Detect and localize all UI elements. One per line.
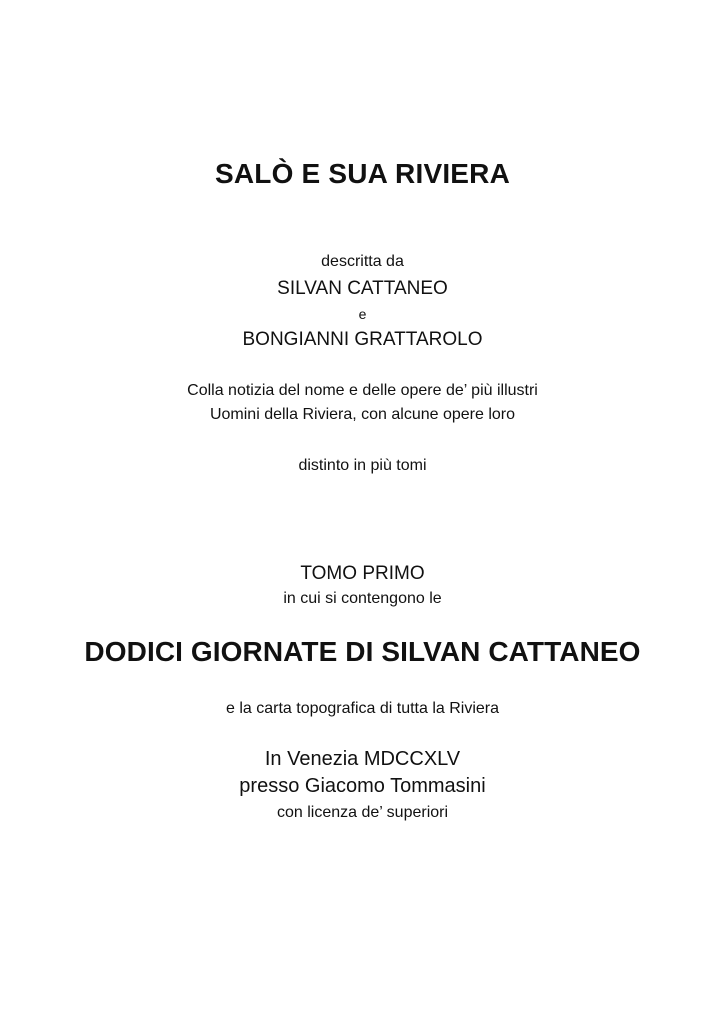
map-note: e la carta topografica di tutta la Riviera xyxy=(225,700,500,717)
publisher-name: presso Giacomo Tommasini xyxy=(239,775,486,797)
described-by-text: descritta da xyxy=(321,253,404,270)
book-title: SALÒ E SUA RIVIERA xyxy=(214,158,511,189)
volumes-note: distinto in più tomi xyxy=(298,457,427,474)
volume-label: TOMO PRIMO xyxy=(300,563,425,584)
contains-text: in cui si contengono le xyxy=(283,590,442,607)
license-note: con licenza de’ superiori xyxy=(276,804,449,821)
description-line-1: Colla notizia del nome e delle opere de’ più illustri xyxy=(187,382,538,399)
book-subtitle: DODICI GIORNATE DI SILVAN CATTANEO xyxy=(84,636,641,667)
author-silvan-cattaneo: SILVAN CATTANEO xyxy=(277,278,448,299)
author-bongianni-grattarolo: BONGIANNI GRATTAROLO xyxy=(242,329,483,350)
publication-place-date: In Venezia MDCCXLV xyxy=(264,748,461,770)
conjunction-text: e xyxy=(358,306,367,322)
description-line-2: Uomini della Riviera, con alcune opere loro xyxy=(209,406,516,423)
